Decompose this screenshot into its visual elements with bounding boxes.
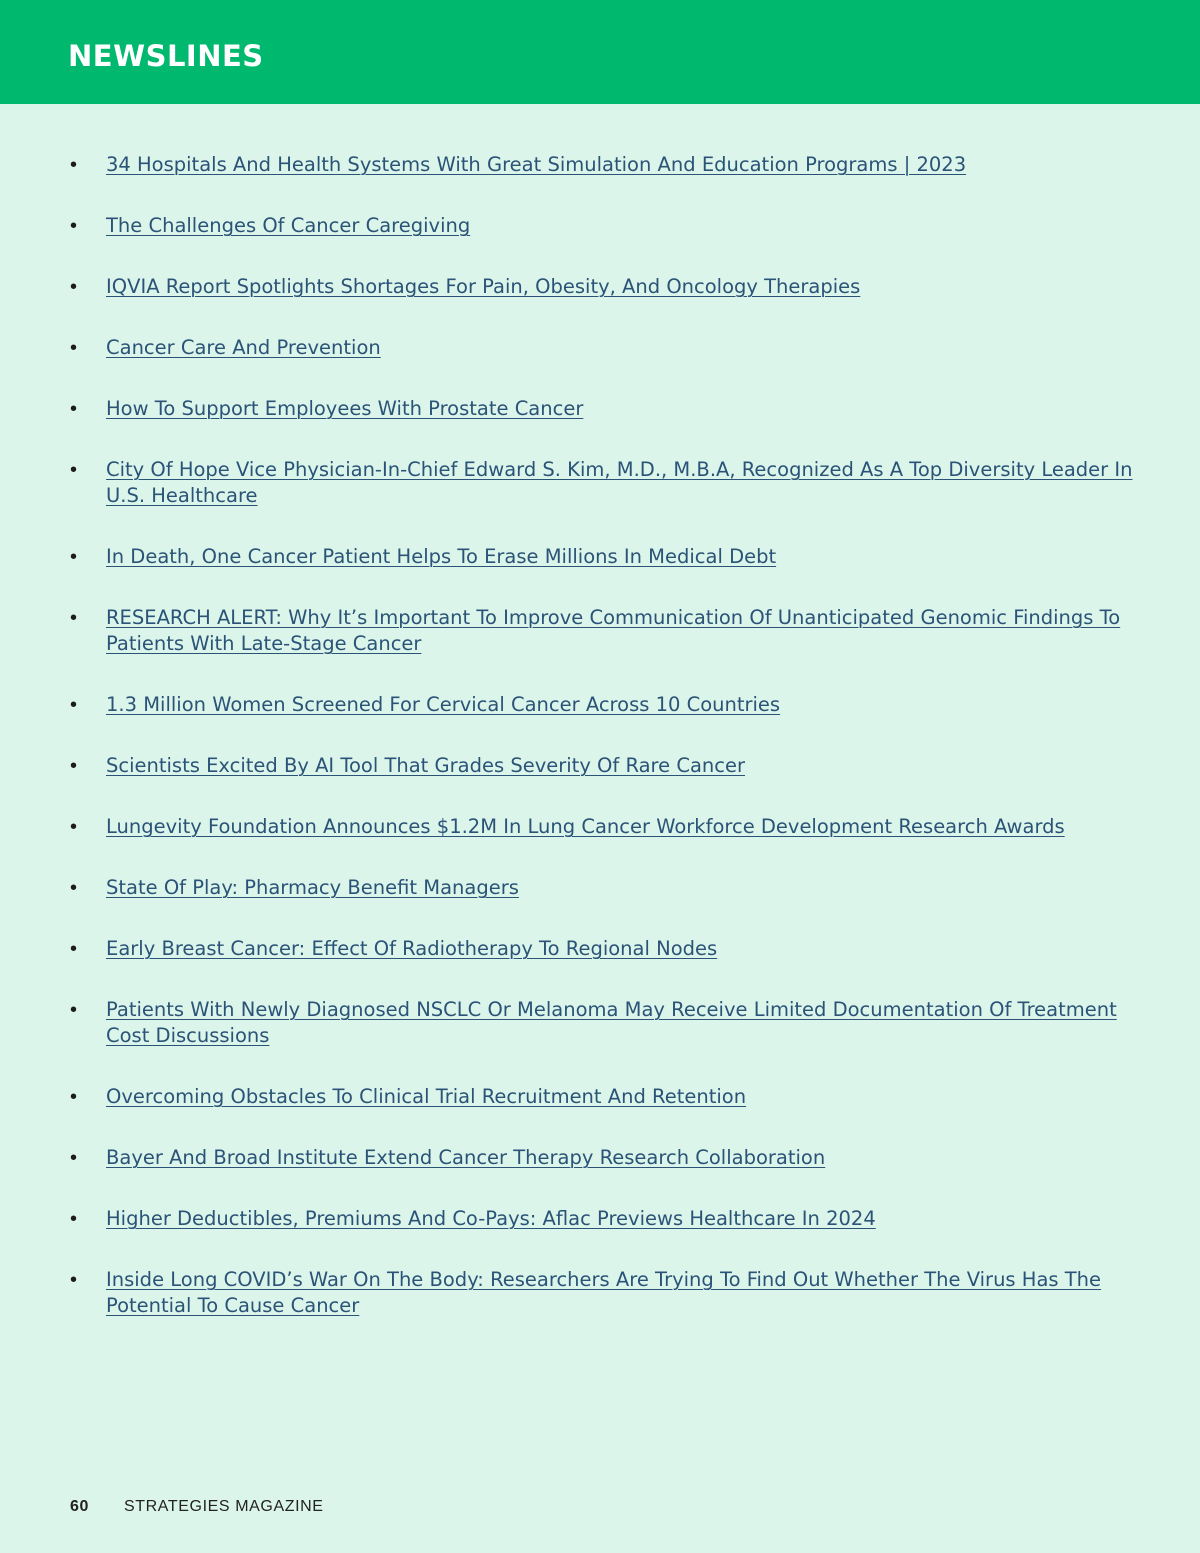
news-link[interactable]: IQVIA Report Spotlights Shortages For Pain, Obesity, And Oncology Therapies (106, 275, 861, 298)
news-link[interactable]: 1.3 Million Women Screened For Cervical Cancer Across 10 Countries (106, 693, 781, 716)
news-link[interactable]: Inside Long COVID’s War On The Body: Researchers Are Trying To Find Out Whether The Virus Has The Potential To Cause Cancer (106, 1268, 1102, 1317)
list-item (0, 814, 1200, 840)
bullet-icon: • (70, 337, 78, 359)
bullet-icon: • (70, 999, 78, 1021)
news-link[interactable]: State Of Play: Pharmacy Benefit Managers (106, 876, 519, 899)
bullet-icon: • (70, 877, 78, 899)
bullet-icon: • (70, 607, 78, 629)
page-number: 60 (70, 1498, 89, 1515)
news-link[interactable]: Patients With Newly Diagnosed NSCLC Or Melanoma May Receive Limited Documentation Of Treatment Cost Discussions (106, 998, 1117, 1047)
bullet-icon: • (70, 1269, 78, 1291)
bullet-icon: • (70, 215, 78, 237)
list-item (0, 753, 1200, 779)
list-item (0, 997, 1200, 1049)
list-item (0, 213, 1200, 239)
list-item (0, 274, 1200, 300)
news-link[interactable]: City Of Hope Vice Physician-In-Chief Edward S. Kim, M.D., M.B.A, Recognized As A Top Diversity Leader In U.S. Healthcare (106, 458, 1133, 507)
bullet-icon: • (70, 1086, 78, 1108)
bullet-icon: • (70, 459, 78, 481)
bullet-icon: • (70, 276, 78, 298)
bullet-icon: • (70, 938, 78, 960)
list-item (0, 1206, 1200, 1232)
news-link[interactable]: Cancer Care And Prevention (106, 336, 381, 359)
bullet-icon: • (70, 694, 78, 716)
news-link[interactable]: 34 Hospitals And Health Systems With Great Simulation And Education Programs | 2023 (106, 153, 967, 176)
list-item (0, 1084, 1200, 1110)
list-item (0, 457, 1200, 509)
news-link[interactable]: Higher Deductibles, Premiums And Co-Pays: Aflac Previews Healthcare In 2024 (106, 1207, 876, 1230)
news-link[interactable]: RESEARCH ALERT: Why It’s Important To Improve Communication Of Unanticipated Genomic Findings To Patients With Late-Stage Cancer (106, 606, 1121, 655)
list-item (0, 152, 1200, 178)
bullet-icon: • (70, 1208, 78, 1230)
list-item (0, 396, 1200, 422)
news-link[interactable]: In Death, One Cancer Patient Helps To Erase Millions In Medical Debt (106, 545, 777, 568)
news-link[interactable]: Scientists Excited By AI Tool That Grades Severity Of Rare Cancer (106, 754, 745, 777)
list-item (0, 692, 1200, 718)
list-item (0, 1145, 1200, 1171)
news-list (0, 152, 1200, 1354)
news-link[interactable]: Bayer And Broad Institute Extend Cancer Therapy Research Collaboration (106, 1146, 826, 1169)
list-item (0, 605, 1200, 657)
list-item (0, 1267, 1200, 1319)
list-item (0, 936, 1200, 962)
bullet-icon: • (70, 154, 78, 176)
bullet-icon: • (70, 546, 78, 568)
list-item (0, 544, 1200, 570)
bullet-icon: • (70, 816, 78, 838)
bullet-icon: • (70, 398, 78, 420)
section-title: NEWSLINES (68, 39, 264, 73)
list-item (0, 335, 1200, 361)
bullet-icon: • (70, 1147, 78, 1169)
news-link[interactable]: How To Support Employees With Prostate Cancer (106, 397, 584, 420)
news-link[interactable]: Overcoming Obstacles To Clinical Trial Recruitment And Retention (106, 1085, 747, 1108)
page-header (0, 0, 1200, 104)
publication-name: STRATEGIES MAGAZINE (124, 1498, 324, 1515)
page-footer (70, 1498, 324, 1516)
news-link[interactable]: Lungevity Foundation Announces $1.2M In Lung Cancer Workforce Development Research Awards (106, 815, 1065, 838)
news-link[interactable]: The Challenges Of Cancer Caregiving (106, 214, 471, 237)
list-item (0, 875, 1200, 901)
bullet-icon: • (70, 755, 78, 777)
news-link[interactable]: Early Breast Cancer: Effect Of Radiotherapy To Regional Nodes (106, 937, 718, 960)
